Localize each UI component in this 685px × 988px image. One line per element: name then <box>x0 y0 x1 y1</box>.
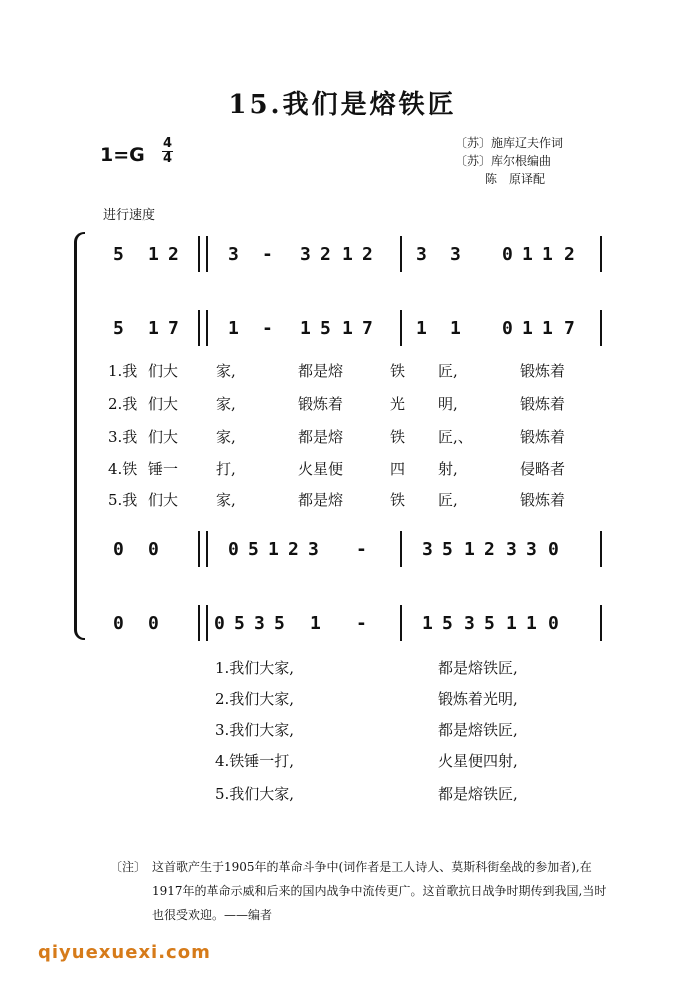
barline <box>600 236 602 272</box>
barline <box>600 605 602 641</box>
note: 3 <box>416 244 427 265</box>
barline <box>198 310 200 346</box>
note: 5 <box>274 613 285 634</box>
stanza-part: 锻炼着光明, <box>438 690 518 708</box>
note: 1 <box>542 318 553 339</box>
lyric-line <box>108 458 608 480</box>
lyric-syllable: 匠,、 <box>438 428 473 446</box>
note: 1 <box>522 318 533 339</box>
note: 1 <box>148 244 159 265</box>
note: 3 <box>422 539 433 560</box>
note: - <box>262 244 273 265</box>
note: 1 <box>522 244 533 265</box>
lyric-syllable: 锻炼着 <box>520 395 566 413</box>
lyric-syllable: 都是熔 <box>298 362 344 380</box>
lyric-syllable: 都是熔 <box>298 428 344 446</box>
stanza-part: 火星便四射, <box>438 752 518 770</box>
barline <box>198 605 200 641</box>
credits <box>455 134 563 188</box>
barline <box>400 236 402 272</box>
footnote-label: 〔注〕 <box>110 860 147 874</box>
note: 1 <box>422 613 433 634</box>
note: 1 <box>526 613 537 634</box>
note: 0 <box>548 539 559 560</box>
lyric-syllable: 家, <box>216 428 236 446</box>
lyric-syllable: 5.我 <box>108 491 138 509</box>
note: 1 <box>300 318 311 339</box>
lyric-line <box>108 426 608 448</box>
tempo-marking: 进行速度 <box>103 208 156 223</box>
lyric-syllable: 射, <box>438 460 458 478</box>
barline <box>206 605 208 641</box>
stanza-part: 4.铁锤一打, <box>215 752 295 770</box>
lyric-line <box>108 360 608 382</box>
lyric-line <box>108 489 608 511</box>
note: 2 <box>288 539 299 560</box>
stanza-part: 都是熔铁匠, <box>438 785 518 803</box>
note: 0 <box>113 613 124 634</box>
note: 1 <box>464 539 475 560</box>
lyric-syllable: 铁 <box>390 428 406 446</box>
note: 5 <box>113 318 124 339</box>
lyric-syllable: 们大 <box>148 491 179 509</box>
note: - <box>262 318 273 339</box>
key-signature: 1=G <box>100 144 145 166</box>
stanza-part: 2.我们大家, <box>215 690 295 708</box>
lyric-syllable: 锻炼着 <box>298 395 344 413</box>
note: 5 <box>320 318 331 339</box>
lyric-syllable: 2.我 <box>108 395 138 413</box>
lyric-syllable: 明, <box>438 395 458 413</box>
note: 0 <box>148 539 159 560</box>
time-signature-bottom: 4 <box>163 151 173 166</box>
note: 1 <box>450 318 461 339</box>
note: 3 <box>450 244 461 265</box>
note: 0 <box>502 318 513 339</box>
note: 2 <box>168 244 179 265</box>
note: 3 <box>300 244 311 265</box>
barline <box>400 531 402 567</box>
note: 7 <box>362 318 373 339</box>
credit-translator: 陈 原译配 <box>485 172 546 186</box>
note: 1 <box>310 613 321 634</box>
note: 3 <box>464 613 475 634</box>
note: 2 <box>320 244 331 265</box>
stanza-line <box>215 750 595 774</box>
lyric-syllable: 家, <box>216 491 236 509</box>
note: 5 <box>113 244 124 265</box>
lyric-syllable: 们大 <box>148 395 179 413</box>
lyric-syllable: 3.我 <box>108 428 138 446</box>
notation-row <box>110 539 630 569</box>
barline <box>600 531 602 567</box>
note: 1 <box>148 318 159 339</box>
note: 5 <box>442 613 453 634</box>
barline <box>206 531 208 567</box>
stanza-part: 都是熔铁匠, <box>438 721 518 739</box>
notation-row <box>110 244 630 274</box>
lyric-syllable: 家, <box>216 395 236 413</box>
lyric-syllable: 锻炼着 <box>520 428 566 446</box>
note: 1 <box>268 539 279 560</box>
lyric-line <box>108 393 608 415</box>
note: - <box>356 613 367 634</box>
time-signature-top: 4 <box>163 136 173 151</box>
system-brace <box>74 232 85 640</box>
lyric-syllable: 侵略者 <box>520 460 566 478</box>
note: 2 <box>564 244 575 265</box>
note: 3 <box>254 613 265 634</box>
stanza-part: 5.我们大家, <box>215 785 295 803</box>
lyric-syllable: 都是熔 <box>298 491 344 509</box>
note: 7 <box>564 318 575 339</box>
stanza-line <box>215 719 595 743</box>
stanza-part: 3.我们大家, <box>215 721 295 739</box>
footnote-text: 这首歌产生于1905年的革命斗争中(词作者是工人诗人、莫斯科街垒战的参加者),在1917年的革命示威和后来的国内战争中流传更广。这首歌抗日战争时期传到我国,当时也很受欢迎。——编者 <box>152 860 607 922</box>
note: 0 <box>548 613 559 634</box>
lyric-syllable: 光 <box>390 395 406 413</box>
note: 5 <box>234 613 245 634</box>
note: 3 <box>308 539 319 560</box>
barline <box>198 531 200 567</box>
notation-row <box>110 318 630 348</box>
credit-lyricist: 〔苏〕施库辽夫作词 <box>455 136 564 150</box>
note: - <box>356 539 367 560</box>
note: 2 <box>484 539 495 560</box>
notation-row <box>110 613 630 643</box>
note: 3 <box>506 539 517 560</box>
note: 0 <box>113 539 124 560</box>
lyric-syllable: 家, <box>216 362 236 380</box>
lyric-syllable: 们大 <box>148 428 179 446</box>
lyric-syllable: 铁 <box>390 491 406 509</box>
note: 1 <box>342 318 353 339</box>
note: 0 <box>214 613 225 634</box>
note: 3 <box>228 244 239 265</box>
note: 5 <box>248 539 259 560</box>
lyric-syllable: 打, <box>216 460 236 478</box>
note: 2 <box>362 244 373 265</box>
lyric-syllable: 锻炼着 <box>520 362 566 380</box>
lyric-syllable: 匠, <box>438 491 458 509</box>
note: 1 <box>542 244 553 265</box>
lyric-syllable: 四 <box>390 460 406 478</box>
note: 7 <box>168 318 179 339</box>
note: 0 <box>228 539 239 560</box>
lyric-syllable: 锻炼着 <box>520 491 566 509</box>
note: 3 <box>526 539 537 560</box>
lyric-syllable: 1.我 <box>108 362 138 380</box>
lyric-syllable: 4.铁 <box>108 460 138 478</box>
watermark-logo: qiyuexuexi.com <box>38 942 211 963</box>
lyric-syllable: 火星便 <box>298 460 344 478</box>
barline <box>400 605 402 641</box>
lyric-syllable: 们大 <box>148 362 179 380</box>
note: 1 <box>506 613 517 634</box>
note: 5 <box>484 613 495 634</box>
note: 0 <box>148 613 159 634</box>
stanza-part: 1.我们大家, <box>215 659 295 677</box>
song-title: 15.我们是熔铁匠 <box>228 90 457 120</box>
credit-arranger: 〔苏〕库尔根编曲 <box>455 154 552 168</box>
lyric-syllable: 锤一 <box>148 460 179 478</box>
lyric-syllable: 匠, <box>438 362 458 380</box>
time-signature <box>162 137 173 166</box>
barline <box>206 236 208 272</box>
stanza-line <box>215 657 595 681</box>
stanza-line <box>215 688 595 712</box>
note: 0 <box>502 244 513 265</box>
note: 1 <box>416 318 427 339</box>
stanza-part: 都是熔铁匠, <box>438 659 518 677</box>
stanza-line <box>215 783 595 807</box>
barline <box>206 310 208 346</box>
lyric-syllable: 铁 <box>390 362 406 380</box>
note: 1 <box>342 244 353 265</box>
note: 1 <box>228 318 239 339</box>
note: 5 <box>442 539 453 560</box>
barline <box>198 236 200 272</box>
barline <box>600 310 602 346</box>
barline <box>400 310 402 346</box>
